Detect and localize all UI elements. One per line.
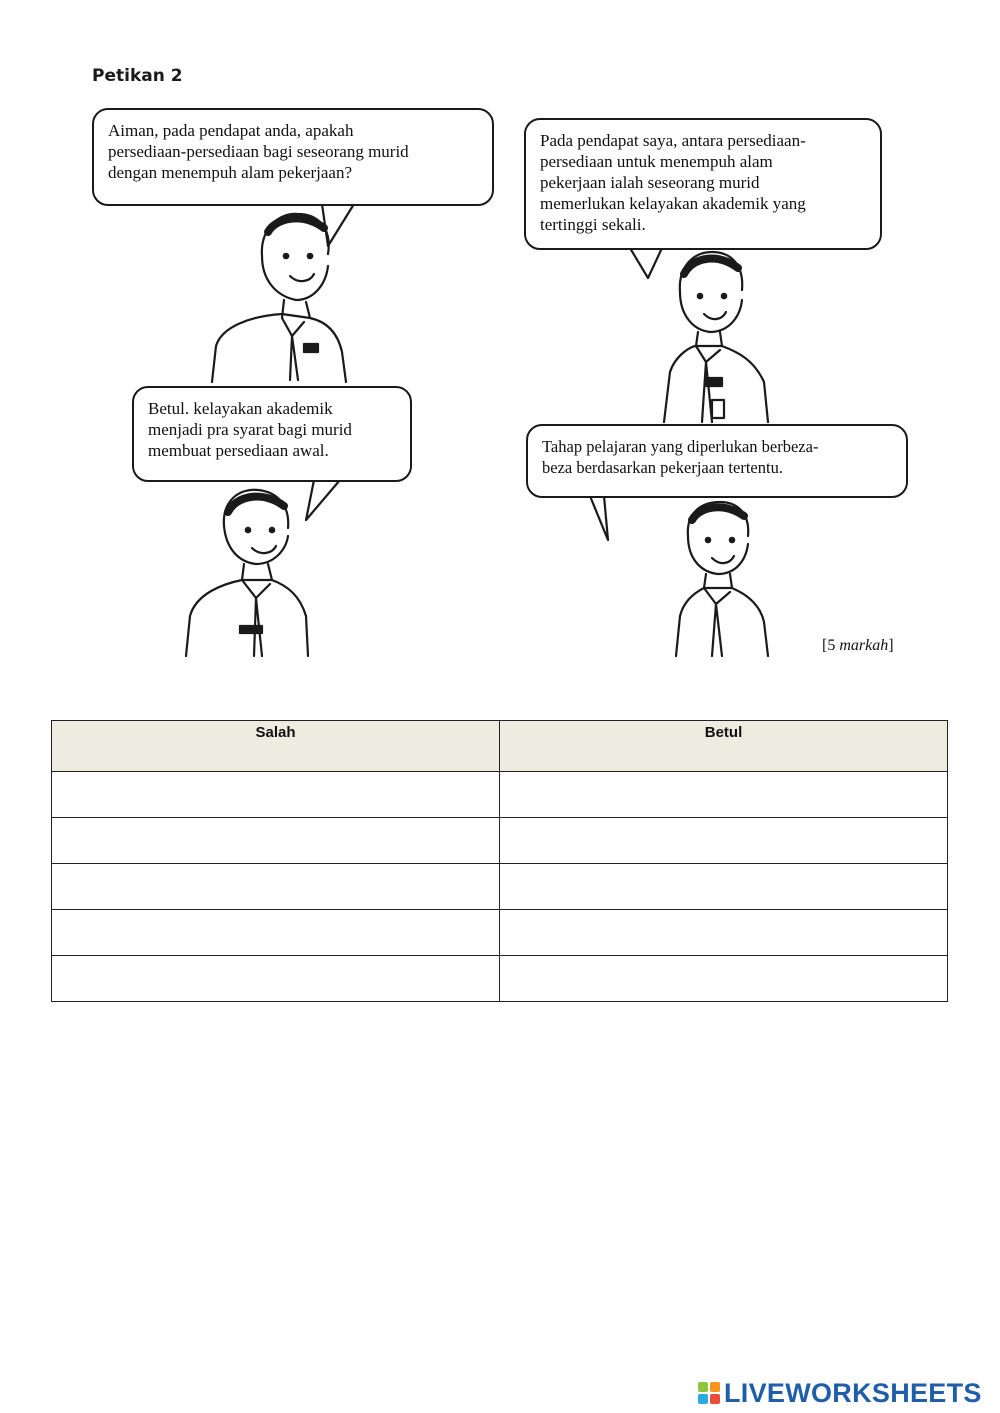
bubble-2-line: pekerjaan ialah seseorang murid	[540, 173, 760, 192]
table-row	[52, 910, 948, 956]
speech-bubble-2	[524, 118, 882, 250]
bubble-1-line: Aiman, pada pendapat anda, apakah	[108, 121, 354, 140]
bubble-4-line: beza berdasarkan pekerjaan tertentu.	[542, 458, 783, 477]
bubble-3-line: menjadi pra syarat bagi murid	[148, 420, 352, 439]
answer-cell-salah[interactable]	[52, 910, 500, 956]
page-title: Petikan 2	[92, 66, 183, 86]
bubble-2-line: Pada pendapat saya, antara persediaan-	[540, 131, 806, 150]
liveworksheets-logo-text: LIVEWORKSHEETS	[724, 1377, 982, 1408]
table-header-row	[52, 721, 948, 772]
speech-bubble-3	[132, 386, 412, 482]
bubble-1-line: dengan menempuh alam pekerjaan?	[108, 163, 353, 182]
answer-cell-salah[interactable]	[52, 956, 500, 1002]
answer-cell-betul[interactable]	[500, 910, 948, 956]
table-row	[52, 864, 948, 910]
answer-table	[51, 720, 948, 1002]
answer-cell-salah[interactable]	[52, 772, 500, 818]
bubble-4-line: Tahap pelajaran yang diperlukan berbeza-	[542, 437, 819, 456]
column-header-betul: Betul	[500, 721, 948, 772]
bubble-1-line: persediaan-persediaan bagi seseorang murid	[108, 142, 409, 161]
answer-cell-betul[interactable]	[500, 818, 948, 864]
liveworksheets-logo	[698, 1378, 982, 1408]
answer-cell-salah[interactable]	[52, 818, 500, 864]
student-figure-4	[676, 502, 768, 656]
dialogue-illustration	[92, 96, 918, 660]
student-figure-2	[664, 252, 768, 422]
student-figure-3	[186, 490, 308, 656]
table-row	[52, 772, 948, 818]
speech-bubble-4	[526, 424, 908, 498]
bubble-3-line: Betul. kelayakan akademik	[148, 399, 333, 418]
bubble-2-line: tertinggi sekali.	[540, 215, 646, 234]
answer-cell-betul[interactable]	[500, 772, 948, 818]
liveworksheets-logo-icon	[698, 1382, 720, 1404]
marks-word: markah	[839, 637, 889, 654]
bubble-2-line: memerlukan kelayakan akademik yang	[540, 194, 806, 213]
table-row	[52, 818, 948, 864]
bubble-2-line: persediaan untuk menempuh alam	[540, 152, 773, 171]
column-header-salah: Salah	[52, 721, 500, 772]
answer-cell-salah[interactable]	[52, 864, 500, 910]
marks-label	[822, 637, 894, 655]
speech-bubble-1	[92, 108, 494, 206]
answer-cell-betul[interactable]	[500, 864, 948, 910]
bubble-3-line: membuat persediaan awal.	[148, 441, 329, 460]
marks-close: ]	[888, 637, 894, 654]
answer-cell-betul[interactable]	[500, 956, 948, 1002]
marks-open: [5	[822, 637, 840, 654]
table-row	[52, 956, 948, 1002]
